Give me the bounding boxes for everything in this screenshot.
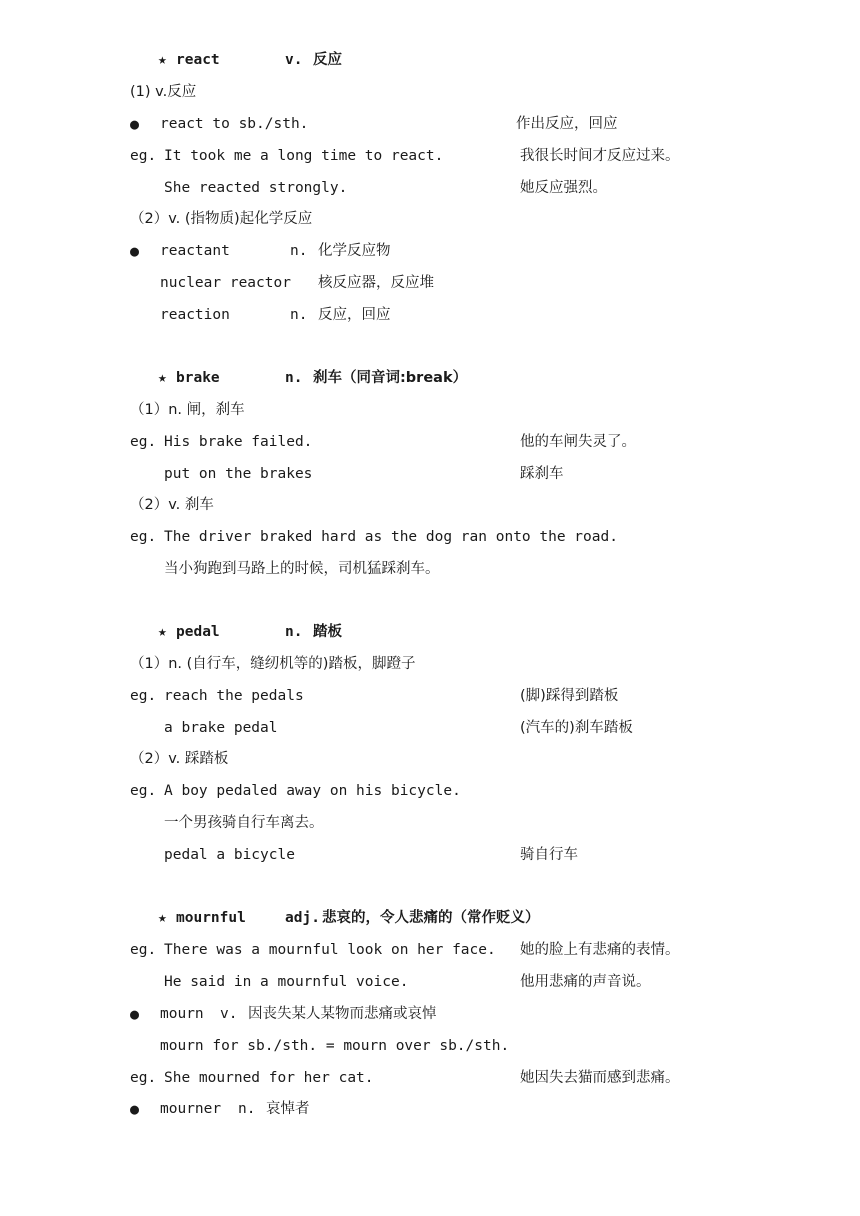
headword: mournful — [176, 910, 246, 926]
entry-header-react — [0, 44, 860, 76]
bullet-icon: ● — [130, 1100, 140, 1118]
eg-prefix: eg. — [130, 529, 157, 545]
eg-prefix: eg. — [130, 1070, 157, 1086]
example-sentence: There was a mournful look on her face. — [164, 942, 496, 958]
derived-word: reactant — [160, 243, 230, 259]
sense-line: （1）n. 闸，刹车 — [130, 402, 245, 418]
example-line — [0, 966, 860, 998]
bullet-line — [0, 998, 860, 1030]
example-line — [0, 775, 860, 807]
example-line — [0, 680, 860, 712]
example-line — [0, 458, 860, 490]
star-icon: ★ — [158, 624, 167, 640]
example-sentence: It took me a long time to react. — [164, 148, 444, 164]
star-icon: ★ — [158, 910, 167, 926]
example-sentence: The driver braked hard as the dog ran onto the road. — [164, 529, 618, 545]
derived-word: mourner — [160, 1101, 222, 1117]
part-of-speech: n. — [285, 624, 303, 640]
translation: 因丧失某人某物而悲痛或哀悼 — [248, 1006, 437, 1022]
headword-meaning: 踏板 — [313, 624, 342, 640]
eg-prefix: eg. — [130, 783, 157, 799]
example-line — [0, 426, 860, 458]
eg-prefix: eg. — [130, 688, 157, 704]
part-of-speech: adj. — [285, 910, 320, 926]
part-of-speech: n. — [238, 1101, 256, 1117]
translation: 她反应强烈。 — [520, 180, 607, 196]
sense-line: （1）n. (自行车，缝纫机等的)踏板，脚蹬子 — [130, 656, 416, 672]
derived-word: reaction — [160, 307, 230, 323]
translation: 当小狗跑到马路上的时候，司机猛踩刹车。 — [164, 561, 440, 577]
translation: 踩刹车 — [520, 466, 564, 482]
part-of-speech: v. — [220, 1006, 238, 1022]
translation: 她因失去猫而感到悲痛。 — [520, 1070, 680, 1086]
entry-header-brake — [0, 362, 860, 394]
translation: (脚)踩得到踏板 — [520, 688, 619, 704]
example-line — [0, 839, 860, 871]
entry-header-pedal — [0, 616, 860, 648]
example-line — [0, 521, 860, 553]
example-sentence: His brake failed. — [164, 434, 313, 450]
translation: 核反应器，反应堆 — [318, 275, 434, 291]
example-sentence: pedal a bicycle — [164, 847, 295, 863]
part-of-speech: n. — [290, 243, 308, 259]
example-sentence: He said in a mournful voice. — [164, 974, 409, 990]
example-sentence: reach the pedals — [164, 688, 304, 704]
translation: 我很长时间才反应过来。 — [520, 148, 680, 164]
headword-meaning: 刹车（同音词:break） — [313, 370, 468, 386]
bullet-icon: ● — [130, 242, 140, 260]
entry-header-mournful — [0, 902, 860, 934]
headword-meaning: 悲哀的，令人悲痛的（常作贬义） — [322, 910, 540, 926]
headword: brake — [176, 370, 220, 386]
phrase: mourn for sb./sth. = mourn over sb./sth. — [160, 1038, 510, 1054]
headword: react — [176, 52, 220, 68]
bullet-icon: ● — [130, 1005, 140, 1023]
phrase: react to sb./sth. — [160, 116, 309, 132]
example-sentence: She mourned for her cat. — [164, 1070, 374, 1086]
example-sentence: She reacted strongly. — [164, 180, 348, 196]
sense-line: （2）v. (指物质)起化学反应 — [130, 211, 313, 227]
translation: 她的脸上有悲痛的表情。 — [520, 942, 680, 958]
bullet-line — [0, 235, 860, 267]
derived-line — [0, 267, 860, 299]
derived-line — [0, 1030, 860, 1062]
translation: 他用悲痛的声音说。 — [520, 974, 651, 990]
part-of-speech: n. — [285, 370, 303, 386]
bullet-line — [0, 1093, 860, 1125]
sense-line: （2）v. 踩踏板 — [130, 751, 229, 767]
translation: 他的车闸失灵了。 — [520, 434, 636, 450]
example-line — [0, 934, 860, 966]
translation: 反应，回应 — [318, 307, 391, 323]
headword: pedal — [176, 624, 220, 640]
translation-line — [0, 553, 860, 585]
derived-word: mourn — [160, 1006, 204, 1022]
example-line — [0, 140, 860, 172]
part-of-speech: n. — [290, 307, 308, 323]
sense-line: (1) v.反应 — [130, 84, 197, 100]
translation: 化学反应物 — [318, 243, 391, 259]
translation: 骑自行车 — [520, 847, 578, 863]
translation: 作出反应，回应 — [516, 116, 618, 132]
translation: (汽车的)刹车踏板 — [520, 720, 633, 736]
translation-line — [0, 807, 860, 839]
example-line — [0, 1062, 860, 1094]
eg-prefix: eg. — [130, 148, 157, 164]
example-sentence: put on the brakes — [164, 466, 313, 482]
star-icon: ★ — [158, 52, 167, 68]
derived-word: nuclear reactor — [160, 275, 291, 291]
example-line — [0, 172, 860, 204]
example-line — [0, 712, 860, 744]
bullet-line — [0, 108, 860, 140]
eg-prefix: eg. — [130, 434, 157, 450]
star-icon: ★ — [158, 370, 167, 386]
derived-line — [0, 299, 860, 331]
translation: 一个男孩骑自行车离去。 — [164, 815, 324, 831]
bullet-icon: ● — [130, 115, 140, 133]
sense-line: （2）v. 刹车 — [130, 497, 214, 513]
eg-prefix: eg. — [130, 942, 157, 958]
headword-meaning: 反应 — [313, 52, 342, 68]
translation: 哀悼者 — [266, 1101, 310, 1117]
part-of-speech: v. — [285, 52, 303, 68]
example-sentence: A boy pedaled away on his bicycle. — [164, 783, 461, 799]
example-sentence: a brake pedal — [164, 720, 278, 736]
